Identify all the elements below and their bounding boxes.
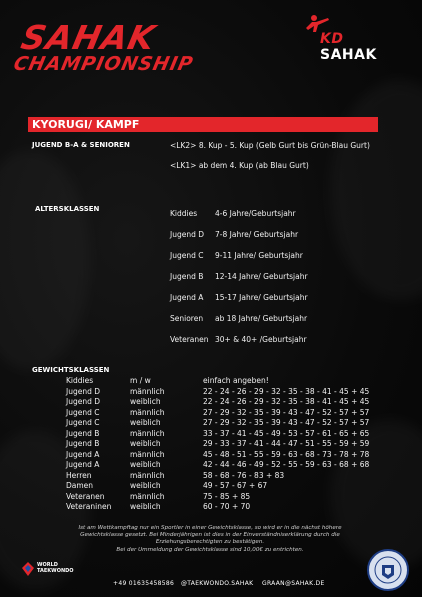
weight-class-values: 45 - 48 - 51 - 55 - 59 - 63 - 68 - 73 - 78 + 78 bbox=[203, 449, 370, 459]
event-title bbox=[11, 18, 196, 75]
weight-class-row bbox=[66, 418, 376, 428]
weight-class-row bbox=[66, 376, 376, 386]
weight-class-group: Jugend C bbox=[66, 407, 100, 417]
world-taekwondo-icon bbox=[21, 561, 35, 577]
footer-note bbox=[30, 525, 390, 554]
age-class-range: 30+ & 40+ /Geburtsjahr bbox=[215, 335, 307, 344]
weight-class-row bbox=[66, 481, 376, 491]
weight-class-row bbox=[66, 502, 376, 512]
logo-sahak: SAHAK bbox=[320, 47, 377, 63]
logo-wordmark bbox=[320, 31, 395, 63]
weight-class-gender: männlich bbox=[130, 491, 165, 501]
contact-email: GRAAN@SAHAK.DE bbox=[262, 580, 325, 587]
weight-class-row bbox=[66, 460, 376, 470]
age-class-range: 4-6 Jahre/Geburtsjahr bbox=[215, 209, 296, 218]
age-class-range: 12-14 Jahre/ Geburtsjahr bbox=[215, 272, 308, 281]
weight-class-gender: m / w bbox=[130, 376, 151, 385]
weight-class-values: 42 - 44 - 46 - 49 - 52 - 55 - 59 - 63 - 68 + 68 bbox=[203, 460, 370, 469]
age-class-name: Jugend C bbox=[170, 251, 204, 260]
weight-class-values: 29 - 33 - 37 - 41 - 44 - 47 - 51 - 55 - 59 + 59 bbox=[203, 439, 370, 448]
weight-class-values: 58 - 68 - 76 - 83 + 83 bbox=[203, 470, 285, 480]
weight-class-row bbox=[66, 397, 376, 407]
weight-class-row bbox=[66, 492, 376, 502]
weight-class-row bbox=[66, 408, 376, 418]
age-class-range: 15-17 Jahre/ Geburtsjahr bbox=[215, 293, 308, 302]
weight-class-gender: männlich bbox=[130, 449, 165, 459]
weight-class-values: 49 - 57 - 67 + 67 bbox=[203, 481, 268, 490]
grunge-texture bbox=[330, 80, 422, 300]
groups-line1: <LK2> 8. Kup - 5. Kup (Gelb Gurt bis Grün-Blau Gurt) bbox=[170, 141, 370, 150]
wt-line1: WORLD bbox=[37, 562, 58, 568]
weight-class-gender: männlich bbox=[130, 470, 165, 480]
weight-class-gender: weiblich bbox=[130, 418, 161, 427]
weight-class-gender: weiblich bbox=[130, 397, 161, 406]
age-classes-label: ALTERSKLASSEN bbox=[35, 205, 100, 213]
footer-note-line4: Bei der Ummeldung der Gewichtsklasse sind 10,00€ zu entrichten. bbox=[116, 546, 304, 553]
age-class-range: ab 18 Jahre/ Geburtsjahr bbox=[215, 314, 308, 323]
grunge-texture bbox=[0, 150, 90, 370]
weight-class-group: Jugend A bbox=[66, 460, 100, 469]
weight-class-values: 22 - 24 - 26 - 29 - 32 - 35 - 38 - 41 - 45 + 45 bbox=[203, 397, 370, 406]
age-class-name: Jugend D bbox=[170, 230, 205, 239]
weight-class-group: Veteranen bbox=[66, 491, 105, 501]
weight-class-values: einfach angeben! bbox=[203, 376, 269, 385]
weight-class-gender: weiblich bbox=[130, 481, 161, 490]
weight-classes-label: GEWICHTSKLASSEN bbox=[32, 366, 110, 374]
contact-instagram: @TAEKWONDO.SAHAK bbox=[181, 580, 254, 587]
weight-class-group: Herren bbox=[66, 470, 92, 480]
age-class-name: Senioren bbox=[170, 314, 204, 323]
age-class-range: 7-8 Jahre/ Geburtsjahr bbox=[215, 230, 299, 239]
weight-class-gender: weiblich bbox=[130, 439, 161, 448]
age-class-name: Kiddies bbox=[170, 209, 198, 218]
weight-class-group: Jugend D bbox=[66, 386, 101, 396]
weight-class-values: 60 - 70 + 70 bbox=[203, 502, 251, 511]
groups-label: JUGEND B-A & SENIOREN bbox=[32, 141, 130, 149]
weight-class-group: Jugend A bbox=[66, 449, 100, 459]
footer-note-line1: Ist am Wettkampftag nur ein Sportler in einer Gewichtsklasse, so wird er in die nächst höhere bbox=[78, 525, 342, 531]
age-class-range: 9-11 Jahre/ Geburtsjahr bbox=[215, 251, 303, 260]
weight-class-values: 22 - 24 - 26 - 29 - 32 - 35 - 38 - 41 - 45 + 45 bbox=[203, 386, 370, 396]
weight-class-group: Veteraninen bbox=[66, 502, 112, 511]
weight-class-group: Jugend C bbox=[66, 418, 100, 427]
weight-class-gender: männlich bbox=[130, 407, 165, 417]
contact-phone: +49 01635458586 bbox=[113, 580, 175, 587]
weight-class-row bbox=[66, 387, 376, 397]
footer-note-line3: Erziehungsberechtigten zu bestätigen. bbox=[155, 539, 265, 546]
event-title-line1: SAHAK bbox=[17, 18, 160, 57]
wt-line2: TAEKWONDO bbox=[37, 568, 74, 574]
weight-class-row bbox=[66, 429, 376, 439]
weight-class-group: Jugend B bbox=[66, 428, 100, 438]
kd-sahak-logo bbox=[300, 14, 395, 63]
weight-class-gender: männlich bbox=[130, 386, 165, 396]
weight-class-group: Damen bbox=[66, 481, 94, 490]
event-title-line2: CHAMPIONSHIP bbox=[11, 53, 196, 75]
logo-kd: KD bbox=[320, 31, 344, 47]
groups-line2: <LK1> ab dem 4. Kup (ab Blau Gurt) bbox=[170, 161, 309, 170]
weight-class-row bbox=[66, 450, 376, 460]
age-class-name: Veteranen bbox=[170, 335, 209, 344]
weight-class-group: Jugend D bbox=[66, 397, 101, 406]
weight-class-gender: weiblich bbox=[130, 460, 161, 469]
seal-emblem-icon bbox=[369, 551, 407, 589]
weight-class-row bbox=[66, 471, 376, 481]
weight-class-values: 33 - 37 - 41 - 45 - 49 - 53 - 57 - 61 - 65 + 65 bbox=[203, 428, 370, 438]
age-class-name: Jugend B bbox=[170, 272, 204, 281]
section-title: KYORUGI/ KAMPF bbox=[32, 118, 140, 131]
section-header-bar bbox=[28, 117, 378, 132]
footer-note-line2: Gewichtsklasse gesetzt. Bei Minderjährigen ist dies in der Einverständniserklärung durch die bbox=[80, 532, 340, 539]
age-class-name: Jugend A bbox=[170, 293, 204, 302]
weight-class-gender: männlich bbox=[130, 428, 165, 438]
weight-class-row bbox=[66, 439, 376, 449]
association-seal bbox=[367, 549, 409, 591]
weight-class-values: 27 - 29 - 32 - 35 - 39 - 43 - 47 - 52 - 57 + 57 bbox=[203, 407, 370, 417]
weight-class-group: Kiddies bbox=[66, 376, 94, 385]
weight-class-values: 27 - 29 - 32 - 35 - 39 - 43 - 47 - 52 - 57 + 57 bbox=[203, 418, 370, 427]
world-taekwondo-logo bbox=[21, 558, 74, 580]
weight-class-gender: weiblich bbox=[130, 502, 161, 511]
weight-class-group: Jugend B bbox=[66, 439, 100, 448]
weight-class-values: 75 - 85 + 85 bbox=[203, 491, 251, 501]
